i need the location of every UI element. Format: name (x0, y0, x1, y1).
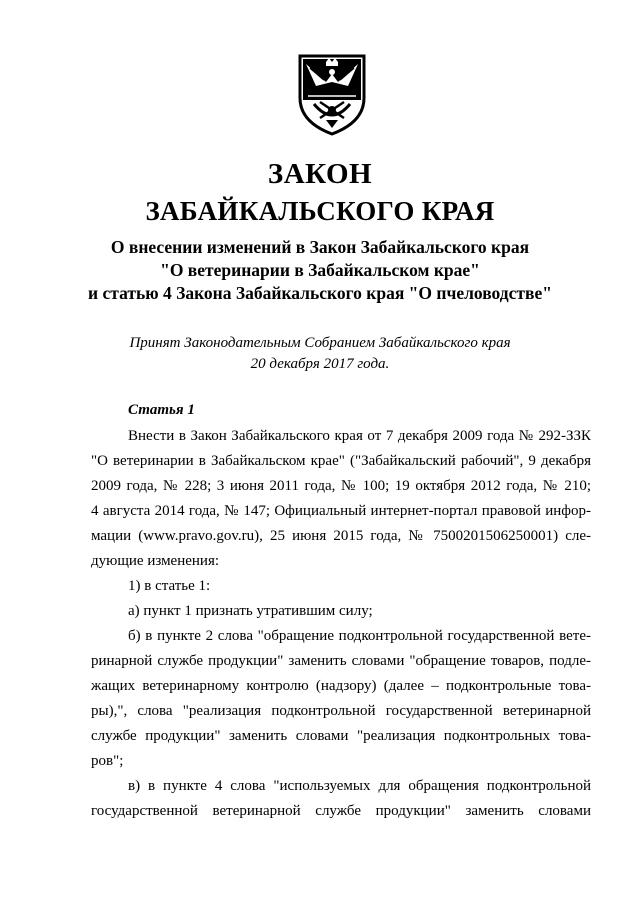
list-item: б) в пункте 2 слова "обращение подконтрольной государственной вете- (128, 628, 591, 644)
paragraph-line: ры),", слова "реализация подконтрольной государственной ветеринарной (91, 703, 591, 719)
paragraph-line: государственной ветеринарной службе продукции" заменить словами (91, 803, 591, 819)
list-item: в) в пункте 4 слова "используемых для обращения подконтрольной (128, 778, 591, 794)
law-heading: ЗАКОН (267, 158, 373, 190)
paragraph-line: дующие изменения: (91, 553, 220, 569)
paragraph-line: мации (www.pravo.gov.ru), 25 июня 2015 года, № 7500201506250001) сле- (91, 528, 591, 544)
law-subtitle (0, 236, 640, 305)
paragraph-line: ров"; (91, 753, 124, 769)
paragraph-line: 4 августа 2014 года, № 147; Официальный интернет-портал правовой инфор- (91, 503, 591, 519)
region-heading: ЗАБАЙКАЛЬСКОГО КРАЯ (145, 196, 495, 226)
paragraph-line: жащих ветеринарному контролю (надзору) (далее – подконтрольные това- (91, 678, 591, 694)
paragraph-line: "О ветеринарии в Забайкальском крае" ("Забайкальский рабочий", 9 декабря (91, 453, 591, 469)
adoption-line: Принят Законодательным Собранием Забайкальского края (129, 335, 511, 351)
adoption-date: 20 декабря 2017 года. (250, 356, 390, 372)
paragraph-line: 2009 года, № 228; 3 июня 2011 года, № 100; 19 октября 2012 года, № 210; (91, 478, 591, 494)
list-item: а) пункт 1 признать утратившим силу; (128, 603, 373, 619)
article-body (91, 398, 591, 824)
coat-of-arms-icon (296, 52, 368, 136)
subtitle-line: О внесении изменений в Закон Забайкальского края (110, 237, 530, 257)
article-title: Статья 1 (128, 402, 195, 418)
subtitle-line: и статью 4 Закона Забайкальского края "О пчеловодстве" (88, 283, 552, 303)
paragraph-line: ринарной службе продукции" заменить словами "обращение товаров, подле- (91, 653, 591, 669)
paragraph-line: службе продукции" заменить словами "реализация подконтрольных това- (91, 728, 591, 744)
subtitle-line: "О ветеринарии в Забайкальском крае" (160, 260, 480, 280)
list-item: 1) в статье 1: (128, 578, 211, 594)
adoption-note (0, 333, 640, 375)
paragraph-line: Внести в Закон Забайкальского края от 7 декабря 2009 года № 292-ЗЗК (128, 428, 591, 444)
